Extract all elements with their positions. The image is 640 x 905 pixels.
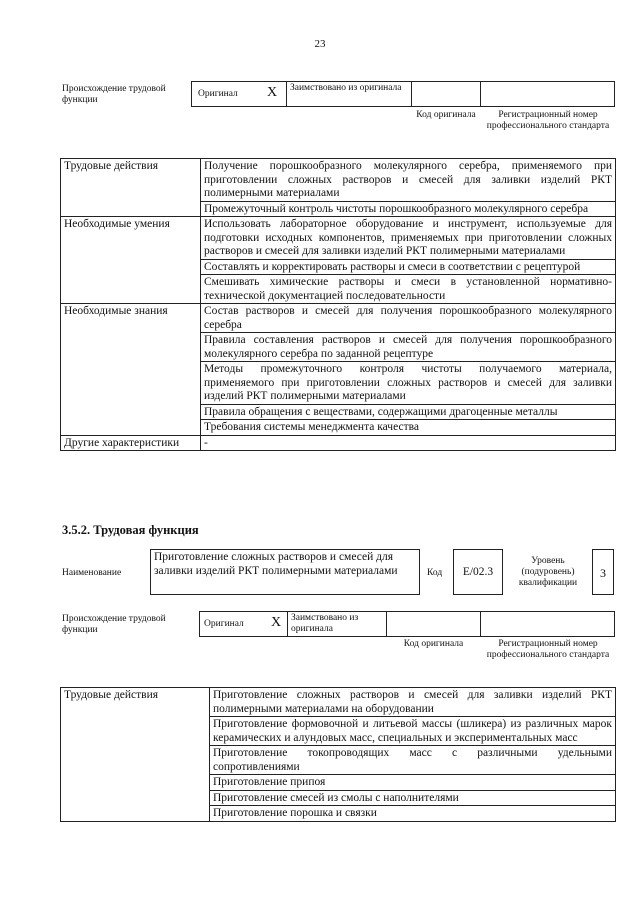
borrowed-label: Заимствовано из оригинала bbox=[291, 613, 359, 634]
row-item: Правила составления растворов и смесей для получения порошкообразного молекулярного серебра по заданной рецептуре bbox=[201, 333, 616, 362]
row-item: Использовать лабораторное оборудование и инструмент, используемые для подготовки исходных компонентов, применяемых при приготовлении сложных растворов и смесей для заливки изделий РКТ полимерными материалами bbox=[201, 217, 616, 260]
row-item: Составлять и корректировать растворы и смеси в соответствии с рецептурой bbox=[201, 259, 616, 275]
row-label: Необходимые умения bbox=[61, 217, 201, 304]
function-name: Приготовление сложных растворов и смесей для заливки изделий РКТ полимерными материалами bbox=[154, 551, 398, 577]
code-original-cell bbox=[411, 81, 481, 107]
reg-number-label: Регистрационный номер профессионального стандарта bbox=[486, 639, 610, 660]
requirements-table-2 bbox=[60, 687, 616, 822]
borrowed-label: Заимствовано из оригинала bbox=[290, 83, 402, 93]
table-row bbox=[61, 304, 616, 333]
reg-number-cell bbox=[480, 611, 615, 637]
level-value: 3 bbox=[600, 566, 606, 580]
reg-number-label: Регистрационный номер профессионального стандарта bbox=[486, 110, 610, 131]
row-item: Приготовление сложных растворов и смесей для заливки изделий РКТ полимерными материалами на оборудовании bbox=[210, 688, 616, 717]
original-label: Оригинал bbox=[198, 89, 238, 99]
original-label: Оригинал bbox=[204, 619, 244, 629]
original-mark: X bbox=[267, 85, 278, 100]
reg-number-cell bbox=[480, 81, 615, 107]
section-title: 3.5.2. Трудовая функция bbox=[62, 523, 199, 537]
original-mark: X bbox=[271, 615, 282, 630]
name-label: Наименование bbox=[62, 568, 122, 578]
row-label: Необходимые знания bbox=[61, 304, 201, 436]
row-item: Приготовление смесей из смолы с наполнителями bbox=[210, 790, 616, 806]
row-item: Приготовление порошка и связки bbox=[210, 806, 616, 822]
table-row bbox=[61, 688, 616, 717]
origin-label: Происхождение трудовой функции bbox=[62, 614, 166, 635]
code-original-label: Код оригинала bbox=[403, 639, 464, 649]
code-original-cell bbox=[386, 611, 481, 637]
row-item: Приготовление формовочной и литьевой массы (шликера) из различных марок керамических и алундовых масс, специальных и экспериментальных масс bbox=[210, 717, 616, 746]
row-item: Получение порошкообразного молекулярного серебра, применяемого при приготовлении сложных растворов и смесей для заливки изделий РКТ полимерными материалами bbox=[201, 159, 616, 202]
code-original-label: Код оригинала bbox=[416, 110, 476, 120]
row-item: Смешивать химические растворы и смеси в установленной нормативно-технической документацией последовательности bbox=[201, 275, 616, 304]
row-item: Состав растворов и смесей для получения порошкообразного молекулярного серебра bbox=[201, 304, 616, 333]
row-item: Требования системы менеджмента качества bbox=[201, 420, 616, 436]
row-label: Трудовые действия bbox=[61, 159, 201, 217]
row-item: Промежуточный контроль чистоты порошкообразного молекулярного серебра bbox=[201, 201, 616, 217]
row-label: Трудовые действия bbox=[61, 688, 210, 822]
row-label: Другие характеристики bbox=[61, 435, 201, 451]
row-item: Приготовление припоя bbox=[210, 775, 616, 791]
table-row bbox=[61, 435, 616, 451]
level-label: Уровень (подуровень) квалификации bbox=[518, 556, 578, 588]
table-row bbox=[61, 159, 616, 202]
table-row bbox=[61, 217, 616, 260]
code-value: E/02.3 bbox=[462, 566, 494, 578]
requirements-table-1 bbox=[60, 158, 616, 451]
page-number: 23 bbox=[314, 38, 326, 50]
row-item: Приготовление токопроводящих масс с различными удельными сопротивлениями bbox=[210, 746, 616, 775]
row-item: - bbox=[201, 435, 616, 451]
row-item: Правила обращения с веществами, содержащими драгоценные металлы bbox=[201, 404, 616, 420]
row-item: Методы промежуточного контроля чистоты получаемого материала, применяемого при приготовлении сложных растворов и смесей для заливки изделий РКТ полимерными материалами bbox=[201, 362, 616, 405]
origin-label: Происхождение трудовой функции bbox=[62, 84, 166, 105]
code-label: Код bbox=[427, 568, 443, 578]
